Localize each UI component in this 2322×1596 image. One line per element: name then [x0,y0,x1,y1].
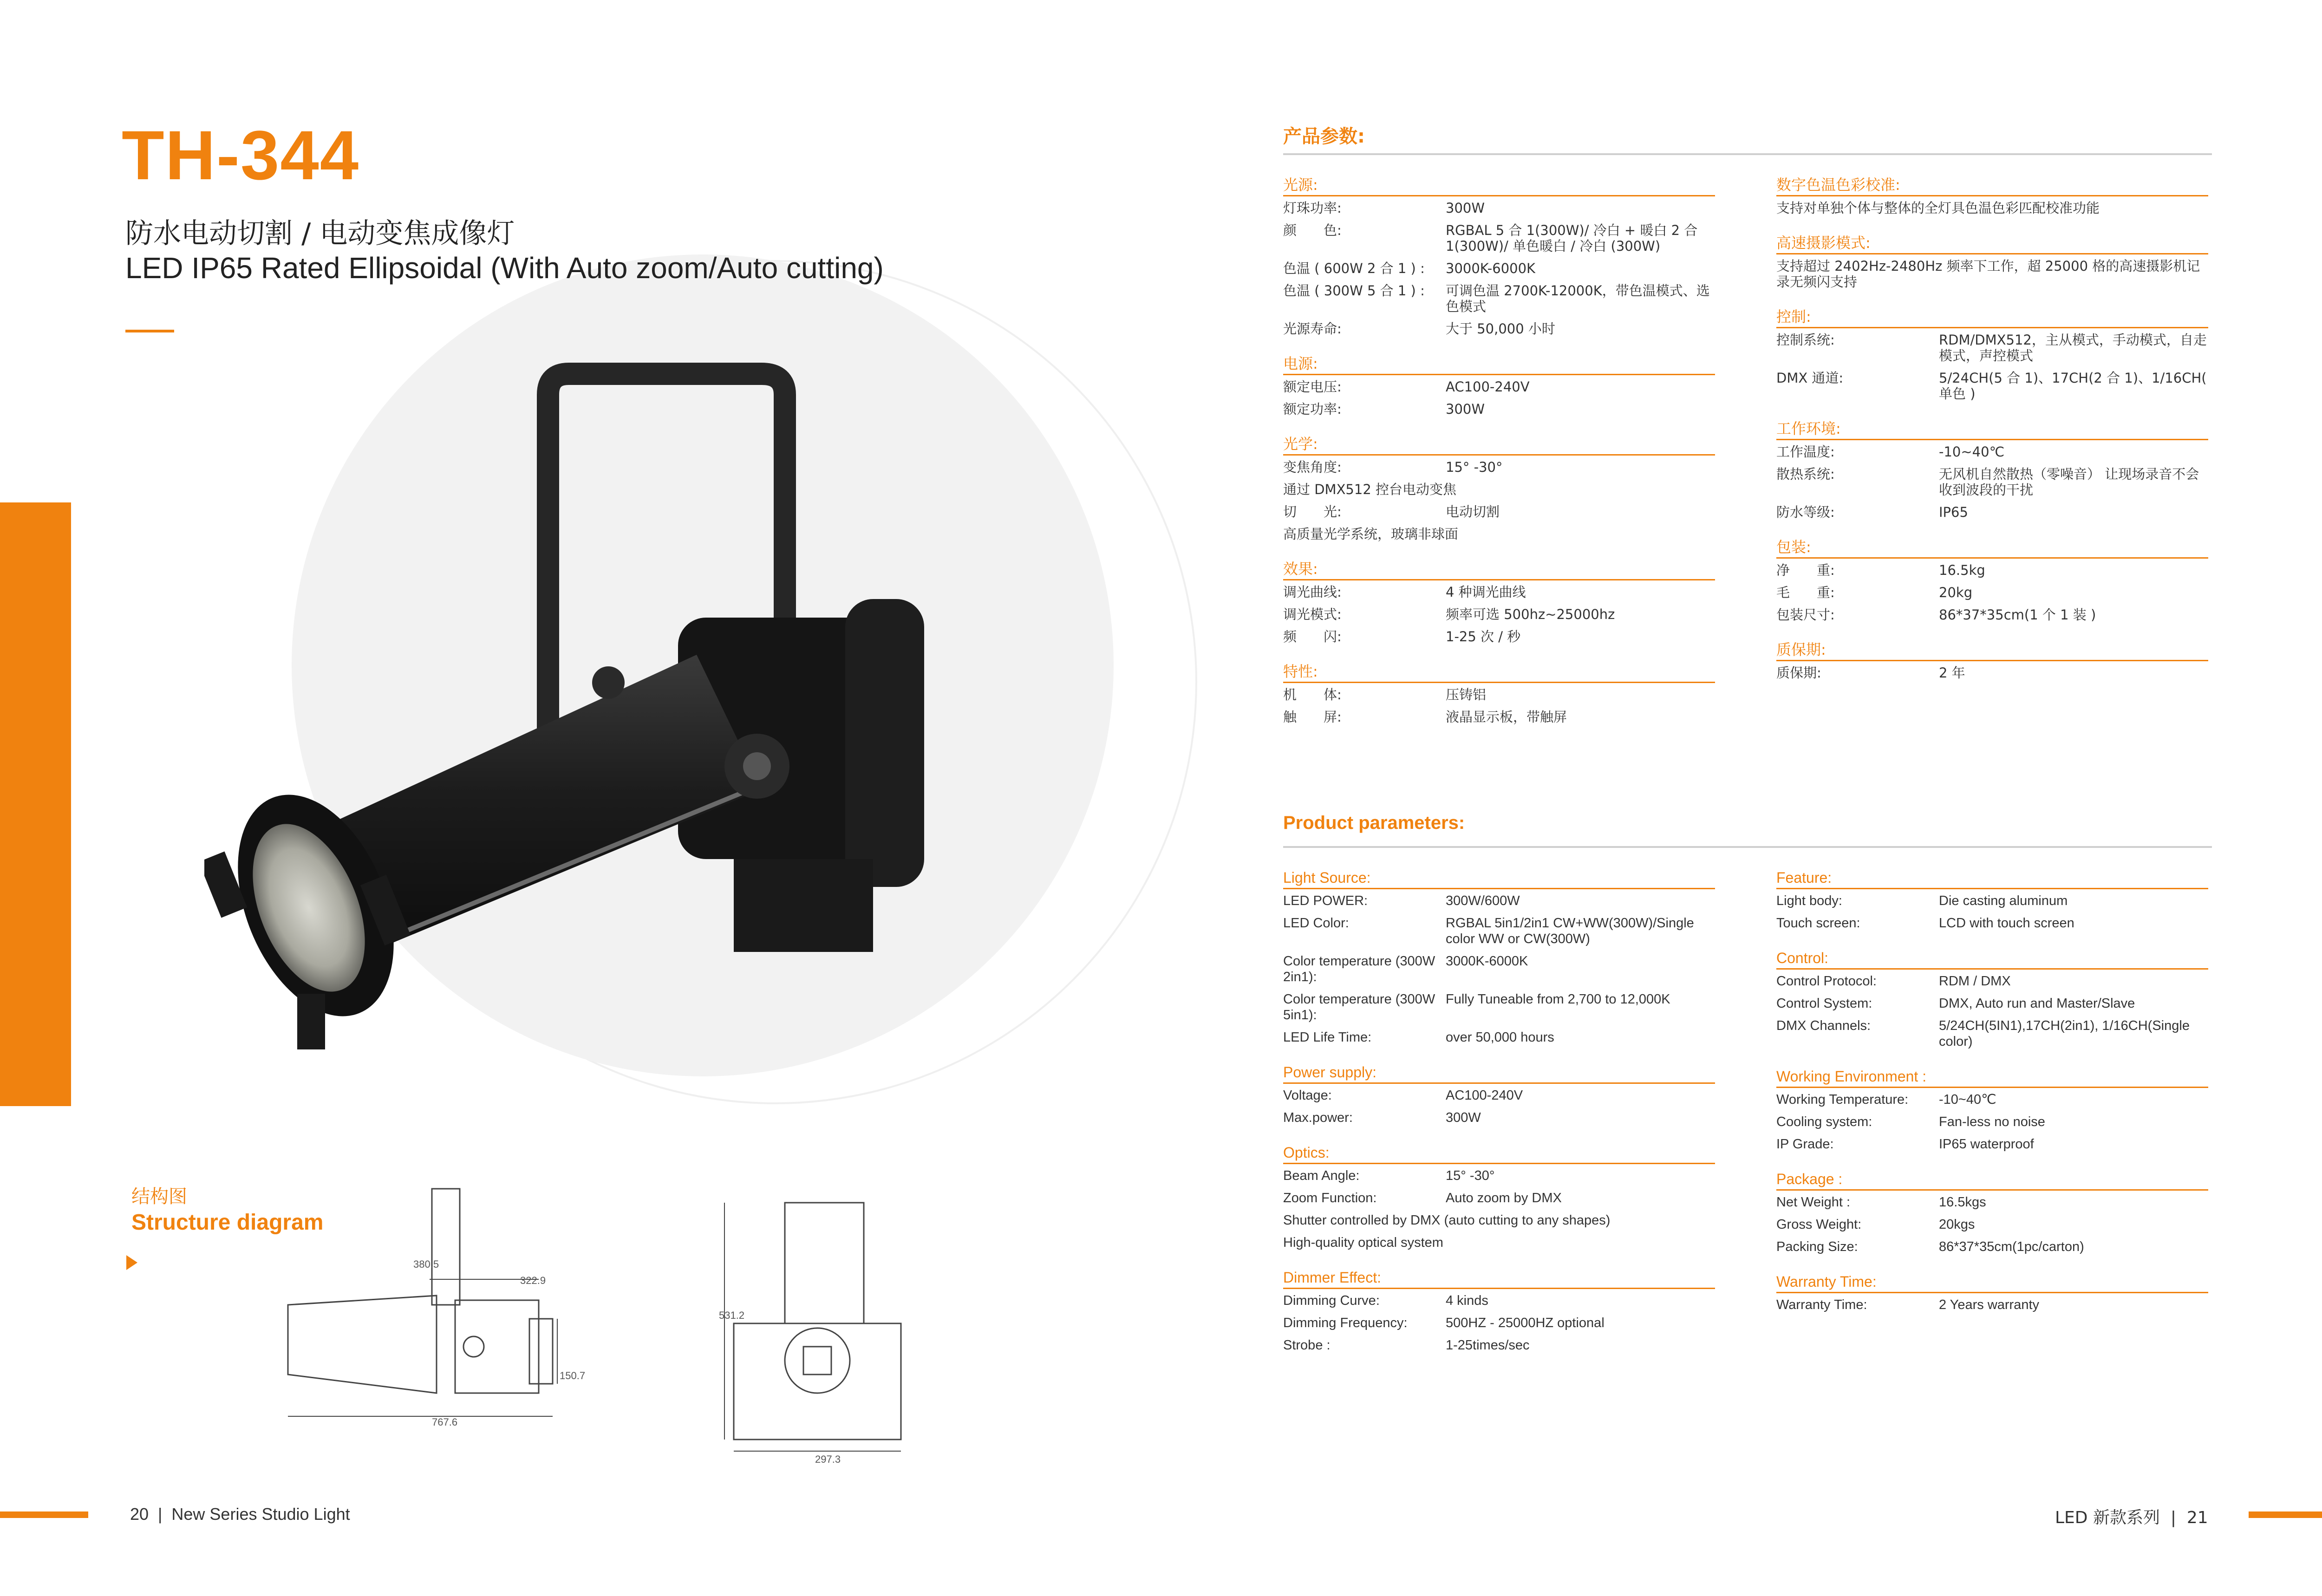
dim-front-width: 297.3 [815,1453,841,1465]
param-label: 光源寿命: [1283,321,1342,337]
group-title: Package : [1776,1171,1843,1187]
param-row [1283,222,1715,254]
param-label: High-quality optical system [1283,1235,1443,1250]
param-row [1283,1110,1715,1126]
param-label: Strobe : [1283,1338,1331,1353]
group-rule [1776,195,2208,196]
footer-left-text: 20 | New Series Studio Light [130,1505,350,1524]
param-value: 86*37*35cm(1pc/carton) [1939,1239,2084,1254]
param-row [1283,526,1715,542]
side-view-diagram [279,1179,632,1440]
param-value: Auto zoom by DMX [1446,1191,1562,1205]
footer-left-bar [0,1511,88,1518]
dim-side-top: 380.5 [413,1258,439,1270]
param-value: 液晶显示板，带触屏 [1446,709,1567,725]
cn-right-column [1776,158,2208,687]
group-rule [1776,253,2208,254]
param-row [1776,444,2208,460]
param-value: -10~40℃ [1939,444,2005,460]
param-value: Die casting aluminum [1939,893,2068,908]
param-label: 质保期: [1776,665,1821,681]
param-value: RGBAL 5 合 1(300W)/ 冷白 + 暖白 2 合 1(300W)/ 单色暖白 / 冷白 (300W) [1446,222,1698,254]
param-value: 500HZ - 25000HZ optional [1446,1316,1605,1330]
group-rule [1283,1288,1715,1289]
group-rule [1776,888,2208,889]
arrow-icon [126,1255,137,1270]
param-label: 控制系统: [1776,332,1835,348]
param-value: 16.5kg [1939,562,1985,578]
param-value: AC100-240V [1446,1088,1523,1103]
param-value: -10~40℃ [1939,1092,1996,1107]
group-title: 数字色温色彩校准: [1776,176,1900,194]
param-row [1283,606,1715,622]
structure-title-en: Structure diagram [131,1210,324,1235]
param-value: 无风机自然散热（零噪音） 让现场录音不会收到波段的干扰 [1939,466,2199,498]
param-label: LED Color: [1283,916,1349,931]
param-row [1283,1293,1715,1309]
param-row [1283,584,1715,600]
param-label: 机 体: [1283,687,1342,703]
param-label: 额定电压: [1283,379,1342,395]
dim-side-right: 150.7 [560,1370,586,1381]
param-value: 可调色温 2700K-12000K，带色温模式、选色模式 [1446,283,1710,314]
group-rule [1283,374,1715,375]
param-label: Working Temperature: [1776,1092,1909,1107]
param-row [1283,1315,1715,1331]
param-row [1776,665,2208,681]
param-label: LED Life Time: [1283,1030,1372,1045]
param-label: Zoom Function: [1283,1191,1377,1205]
param-label: 色温 ( 300W 5 合 1 ) : [1283,283,1425,299]
param-value: DMX, Auto run and Master/Slave [1939,996,2135,1011]
param-row [1283,401,1715,417]
param-label: Max.power: [1283,1110,1353,1125]
param-row [1283,379,1715,395]
param-label: 切 光: [1283,504,1342,520]
param-label: 触 屏: [1283,709,1342,725]
group-title: Optics: [1283,1144,1330,1161]
param-row [1283,283,1715,314]
param-value: 1-25times/sec [1446,1338,1530,1353]
param-value: IP65 waterproof [1939,1137,2034,1152]
param-label: 色温 ( 600W 2 合 1 ) : [1283,261,1425,276]
group-title: 电源: [1283,355,1318,372]
param-row [1283,261,1715,276]
param-row [1776,607,2208,623]
param-value: 3000K-6000K [1446,954,1528,969]
param-label: 额定功率: [1283,401,1342,417]
param-value: 300W/600W [1446,893,1520,908]
title-underline [125,330,174,332]
param-label: DMX 通道: [1776,370,1844,386]
param-value: 2 Years warranty [1939,1297,2040,1312]
param-label: Dimming Curve: [1283,1293,1380,1308]
param-row [1776,562,2208,578]
group-rule [1283,1163,1715,1164]
param-value: LCD with touch screen [1939,916,2074,931]
param-value: 300W [1446,1110,1481,1125]
group-rule [1776,327,2208,328]
param-value: 20kg [1939,585,1973,600]
param-row [1283,915,1715,947]
group-title: Working Environment : [1776,1068,1927,1085]
param-row [1283,504,1715,520]
dim-front-height: 531.2 [719,1309,745,1321]
param-row [1776,200,2208,216]
param-label: 包装尺寸: [1776,607,1835,623]
param-label: IP Grade: [1776,1137,1834,1152]
param-value: 2 年 [1939,665,1965,681]
param-row [1283,1190,1715,1206]
param-value: 20kgs [1939,1217,1975,1232]
group-rule [1776,1189,2208,1191]
en-left-column [1283,851,1715,1360]
param-row [1283,629,1715,645]
param-value: AC100-240V [1446,379,1530,395]
param-row [1283,482,1715,497]
param-value: 5/24CH(5IN1),17CH(2in1), 1/16CH(Single color) [1939,1018,2190,1049]
param-value: Fan-less no noise [1939,1114,2045,1129]
footer-right-bar [2249,1511,2322,1518]
group-rule [1776,439,2208,440]
group-title: 光源: [1283,176,1318,194]
param-row [1283,687,1715,703]
param-value: over 50,000 hours [1446,1030,1554,1045]
param-row [1283,1337,1715,1353]
param-row [1776,585,2208,600]
group-title: Light Source: [1283,869,1371,886]
front-view-diagram [711,1198,933,1467]
param-label: Control System: [1776,996,1872,1011]
param-label: 支持超过 2402Hz-2480Hz 频率下工作，超 25000 格的高速摄影机记录无频闪支持 [1776,258,2200,290]
param-value: RDM / DMX [1939,974,2011,989]
group-rule [1283,682,1715,683]
param-row [1283,321,1715,337]
cn-left-column [1283,158,1715,731]
cn-params-rule [1283,153,2212,155]
param-row [1776,996,2208,1011]
param-row [1776,1217,2208,1232]
group-title: 光学: [1283,435,1318,453]
param-label: 工作温度: [1776,444,1835,460]
param-label: 净 重: [1776,562,1835,578]
param-label: DMX Channels: [1776,1018,1871,1033]
group-rule [1283,579,1715,580]
group-rule [1776,557,2208,559]
param-row [1776,370,2208,402]
param-value: 压铸铝 [1446,687,1487,703]
param-value: 4 种调光曲线 [1446,584,1526,600]
param-label: Voltage: [1283,1088,1332,1103]
param-label: Control Protocol: [1776,974,1877,989]
param-label: LED POWER: [1283,893,1368,908]
param-label: 支持对单独个体与整体的全灯具色温色彩匹配校准功能 [1776,200,2100,216]
param-label: Gross Weight: [1776,1217,1862,1232]
group-rule [1283,454,1715,456]
product-title-en: LED IP65 Rated Ellipsoidal (With Auto zoom/Auto cutting) [125,251,884,285]
param-label: Dimming Frequency: [1283,1316,1408,1330]
param-label: Light body: [1776,893,1842,908]
param-row [1283,1029,1715,1045]
param-row [1776,915,2208,931]
group-title: Warranty Time: [1776,1273,1877,1290]
group-title: Power supply: [1283,1064,1376,1081]
param-value: 4 kinds [1446,1293,1488,1308]
param-row [1776,1114,2208,1130]
en-params-rule [1283,846,2212,848]
param-row [1776,1018,2208,1049]
group-rule [1776,660,2208,661]
group-title: Control: [1776,950,1829,966]
param-row [1776,466,2208,498]
param-label: 毛 重: [1776,585,1835,600]
group-title: Feature: [1776,869,1832,886]
param-label: Warranty Time: [1776,1297,1867,1312]
group-rule [1776,1292,2208,1293]
group-title: 包装: [1776,538,1811,556]
group-rule [1776,968,2208,970]
param-label: 高质量光学系统，玻璃非球面 [1283,526,1459,542]
param-label: 灯珠功率: [1283,200,1342,216]
param-value: RDM/DMX512，主从模式，手动模式，自走模式，声控模式 [1939,332,2207,364]
side-accent-bar [0,502,71,1106]
param-label: Cooling system: [1776,1114,1872,1129]
structure-title-cn: 结构图 [131,1186,187,1207]
model-number: TH-344 [122,116,360,194]
group-title: Dimmer Effect: [1283,1269,1381,1286]
param-row [1283,200,1715,216]
param-label: 通过 DMX512 控台电动变焦 [1283,482,1457,497]
param-row [1776,1092,2208,1107]
param-label: Touch screen: [1776,916,1860,931]
param-label: 防水等级: [1776,504,1835,520]
param-label: 散热系统: [1776,466,1835,482]
group-rule [1776,1087,2208,1088]
en-right-column [1776,851,2208,1319]
param-row [1283,991,1715,1023]
param-row [1776,1194,2208,1210]
param-value: 3000K-6000K [1446,261,1536,276]
param-value: 16.5kgs [1939,1195,1986,1210]
param-value: 频率可选 500hz~25000hz [1446,606,1615,622]
product-image [204,358,966,1091]
param-value: 86*37*35cm(1 个 1 装 ) [1939,607,2096,623]
param-value: 5/24CH(5 合 1)、17CH(2 合 1)、1/16CH( 单色 ) [1939,370,2207,402]
product-title-cn: 防水电动切割 / 电动变焦成像灯 [125,217,515,250]
param-value: 1-25 次 / 秒 [1446,629,1521,645]
param-label: 变焦角度: [1283,459,1342,475]
param-value: 15° -30° [1446,459,1503,475]
param-label: 调光模式: [1283,606,1342,622]
footer-right-text: LED 新款系列 | 21 [2055,1508,2208,1527]
param-row [1776,1239,2208,1255]
group-rule [1283,888,1715,889]
param-value: IP65 [1939,504,1968,520]
group-title: 控制: [1776,308,1811,326]
group-rule [1283,195,1715,196]
param-value: 15° -30° [1446,1168,1495,1183]
param-row [1776,332,2208,364]
param-row [1776,893,2208,909]
param-value: RGBAL 5in1/2in1 CW+WW(300W)/Single color WW or CW(300W) [1446,916,1694,946]
group-title: 效果: [1283,560,1318,578]
param-label: Color temperature (300W 5in1): [1283,992,1435,1023]
param-value: 大于 50,000 小时 [1446,321,1555,337]
param-row [1776,258,2208,290]
group-rule [1283,1082,1715,1084]
param-label: Net Weight : [1776,1195,1851,1210]
group-title: 高速摄影模式: [1776,234,1871,252]
param-label: Beam Angle: [1283,1168,1360,1183]
param-label: Shutter controlled by DMX (auto cutting to any shapes) [1283,1213,1611,1228]
param-row [1283,459,1715,475]
param-row [1776,973,2208,989]
param-row [1283,1088,1715,1103]
param-label: 调光曲线: [1283,584,1342,600]
en-params-title: Product parameters: [1283,813,1465,833]
param-label: Packing Size: [1776,1239,1858,1254]
param-value: 电动切割 [1446,504,1500,520]
param-label: Color temperature (300W 2in1): [1283,954,1435,984]
cn-params-title: 产品参数: [1283,126,1365,147]
param-row [1283,1168,1715,1184]
param-row [1283,953,1715,985]
param-row [1776,504,2208,520]
param-value: 300W [1446,401,1485,417]
param-label: 颜 色: [1283,222,1342,238]
param-value: 300W [1446,200,1485,216]
param-label: 频 闪: [1283,629,1342,645]
group-title: 工作环境: [1776,420,1841,437]
param-row [1283,1212,1715,1228]
param-row [1776,1136,2208,1152]
dim-side-bottom: 767.6 [432,1416,458,1428]
param-row [1283,893,1715,909]
param-row [1776,1297,2208,1313]
param-row [1283,709,1715,725]
group-title: 特性: [1283,663,1318,680]
param-row [1283,1235,1715,1251]
param-value: Fully Tuneable from 2,700 to 12,000K [1446,992,1670,1007]
group-title: 质保期: [1776,641,1826,658]
dim-side-head: 322.9 [520,1275,546,1286]
